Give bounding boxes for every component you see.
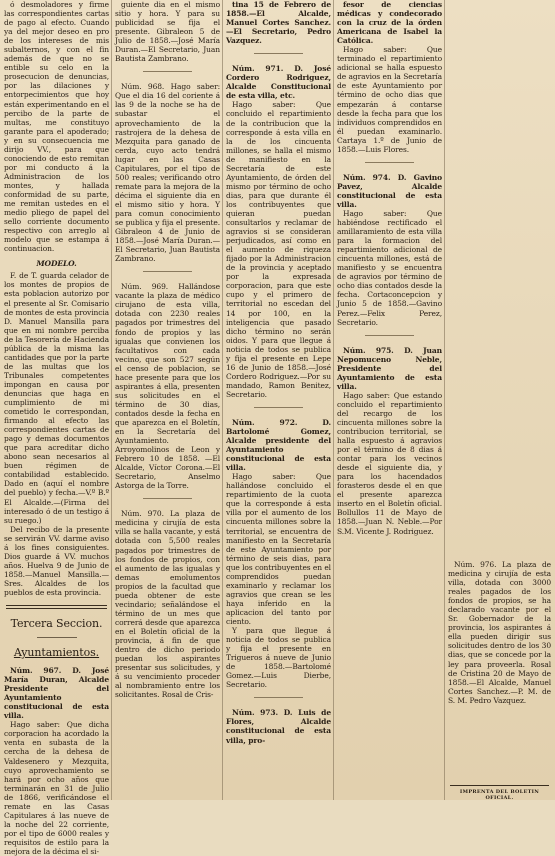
divider [365,335,414,340]
paragraph: Del recibo de la presente se servirán VV. darme aviso á los fines consiguientes. Dios guarde á VV. muchos años. Huelva 9 de Junio de 1858.—Manuel Mansilla.—Sres. Alcaldes de los pueblos de esta provincia. [4,524,109,597]
notice-969: Núm. 969. Hallándose vacante la plaza de médico cirujano de esta villa, dotada con 2230 reales pagados por trimestres del fondo de propios y las igualas que convienen los facultativos con cada vecino, que son 527 según el censo de poblacion, se hace presente para que los aspirantes á ella, presenten sus solicitudes en el término de 30 dias, contados desde la fecha en que aparezca en el Boletín, en la Secretaría del Ayuntamiento. Arroyomolinos de Leon y Febrero 10 de 1858. —El Alcalde, Víctor Corona.—El Secretario, Anselmo Astorga de la Torre. [115,282,220,491]
notice-967-heading: Núm. 967. D. José María Duran, Alcalde Presidente del Ayuntamiento constitucional de esta villa. [4,666,109,721]
notice-973-heading: Núm. 973. D. Luis de Flores, Alcalde constitucional de esta villa, pro- [226,708,331,745]
divider [37,637,77,638]
notice-972-body: Hago saber: Que hallándose concluido el repartimiento de la cuota que la corresponde á esta villa por el aumento de los cincuenta millones sobre la territorial, se encuentra de manifiesto en la Secretaría de este Ayuntamiento por término de seis dias, para que los contribuyentes en el comprendidos puedan examinarlo y reclamar los agravios que crean se les haya inferido en la aplicacion del tanto por ciento. [226,472,331,626]
printer-footer: IMPRENTA DEL BOLETIN OFICIAL. [459,789,540,801]
notice-976: Núm. 976. La plaza de medicina y cirujía de esta villa, dotada con 3000 reales pagados de los fondos de propios, se ha declarado vacante por el Sr. Gobernador de la provincia, los aspirantes á ella pueden dirigir sus solicitudes dentro de los 30 dias, que se concede por la ley para proveerla. Rosal de Cristina 20 de Mayo de 1858.—El Alcalde, Manuel Cortes Sanchez.—P. M. de S. M. Pedro Vazquez. [448,560,551,705]
notice-967-body: Hago saber: Que dicha corporacion ha acordado la venta en subasta de la cercha de la dehesa de Valdesenero y Mezquita, cuyo aprovechamiento se hará por ocho años que terminarán en 31 de Julio de 1866, verificándose el remate en las Casas Capitulares á las nueve de la noche del 22 corriente, por el tipo de 6000 reales y requisitos de estilo para la mejora de la décima el si- [4,720,109,856]
paragraph: F. de T. guarda celador de los montes de propios de esta poblacion autorizo por el presente al Sr. Comisario de montes de esta provincia D. Manuel Mansilla para que en mi nombre perciba de la Tesorería de Hacienda pública de la misma las cantidades que por la parte de las multas que los Tribunales competentes impongan en causa por denuncias que haga en cumplimiento de mi cometido le correspondan, firmando al efecto las correspondientes cartas de pago y demas documentos que para acreditar dicho abono sean necesarios al buen régimen de contabilidad establecido. Dado en (aquí el nombre del pueblo) y fecha.—V.º B.º El Alcalde.—(Firma del interesado ó de un testigo á su ruego.) [4,271,109,525]
section-title: Tercera Seccion. [10,617,103,631]
notice-974-heading: Núm. 974. D. Gavino Pavez, Alcalde constitucional de esta villa. [337,172,442,209]
section-divider [6,605,107,609]
column-rule [444,0,445,800]
column-rule [222,0,223,800]
notice-972-closing: Y para que llegue á noticia de todos se publica y fija el presente en Trigueros á nueve de Junio de 1858.—Bartolomé Gomez.—Luis Dierbe, Secretario. [226,626,331,690]
divider [365,162,414,167]
section-subtitle: Ayuntamientos. [13,646,100,660]
divider [143,71,192,76]
footer-rule [450,785,549,786]
divider [254,53,303,58]
divider [254,407,303,412]
column-rule [333,0,334,800]
notice-974-body: Hago saber: Que habiéndose rectificado el amillaramiento de esta villa para la formacion del repartimiento adicional de cincuenta millones, está de manifiesto y se encuentra de agravios por término de ocho dias contados desde la fecha. Cortaconcepcion y Junio 5 de 1858.—Gavino Perez.—Felix Perez, Secretario. [337,208,442,327]
divider [254,697,303,702]
notice-972-heading: Núm. 972. D. Bartolomé Gomez, Alcalde presidente del Ayuntamiento constitucional de esta villa. [226,417,331,473]
paragraph: tina 15 de Febrero de 1858.—El Alcalde, Manuel Cortes Sanchez.—El Secretario, Pedro Vazquez. [226,0,331,46]
column-rule [111,0,112,800]
notice-968: Núm. 968. Hago saber: Que el dia 16 del coriente á las 9 de la noche se ha de subastar el aprovechamiento de la rastrojera de la dehesa de Mezquita para ganado de cerda, cuyo acto tendrá lugar en las Casas Capitulares, por el tipo de 500 reales; verificando otro remate para la mejora de la décima el siguiente dia en el mismo sitio y hora. Y para comun conocimiento se publica y fija el presente. Gibraleon 4 de Junio de 1858.—José María Duran.—El Secretario, Juan Bautista Zambrano. [115,82,220,264]
notice-975-heading: Núm. 975. D. Juan Nepomuceno Neble, Presidente del Ayuntamiento de esta villa. [337,345,442,391]
notice-971-heading: Núm. 971. D. José Cordero Rodriguez, Alcalde Constitucional de esta villa, etc. [226,64,331,101]
notice-970: Núm. 970. La plaza de medicina y cirujía de esta villa se halla vacante, y está dotada con 5,500 reales pagados por trimestres de los fondos de propios, con el aumento de las igualas y demas emolumentos propios de la facultad que pueda obtener de este vecindario; señalándose el término de un mes que correrá desde que aparezca en el Boletín oficial de la provincia, á fin de que dentro de dicho periodo puedan los aspirantes presentar sus solicitudes, y á su vencimiento proceder al nombramiento entre los solicitantes. Rosal de Cris- [115,509,220,700]
modelo-heading: MODELO. [36,259,77,269]
column-5 [448,0,551,800]
notice-975-body: Hago saber: Que estando concluido el repartimiento del recargo de los cincuenta millones sobre la contribucion territorial, se halla espuesto á agravios por el término de 8 dias á contar para los vecinos desde el siguiente dia, y para los hacendados forasteros desde el en que el presente aparezca inserto en el Boletín oficial. Bollullos 11 de Mayo de 1858.—Juan N. Neble.—Por S.M. Vicente J. Rodriguez. [337,390,442,536]
column-4 [337,0,442,800]
column-3 [226,0,331,800]
paragraph: fesor de ciencias médicas y condecorado con la cruz de la órden Americana de Isabel la Católica. [337,0,442,46]
paragraph: ó desmoladores y firme las correspondientes cartas de pago al efecto. Cuando ya del mejor deseo en pro de los intereses de mis subalternos, y con el fin además de que no se entible su celo en la prosecucion de denuncias, por las dilaciones y entorpecimientos que hoy están experimentando en el percibo de la parte de multas, me constituyo garante para el apoderado; y en su consecuencia me dirijo VV., para que conociendo de esto remitan por mi conducto á la Administracion de los montes, y hallada conformidad de su parte, me remitan ustedes en el medio pliego de papel del sello corriente documento respectivo con arreglo al modelo que se estampa á continuacion. [4,0,109,254]
notice-971-body: Hago saber: Que concluido el repartimiento de la contribucion que la corresponde á esta villa en la de los cincuenta millones, se halla el mismo de manifiesto en la Secretaría de este Ayuntamiento, de órden del mismo por término de ocho dias, para que durante él los contribuyentes que quieran puedan consultarlos y reclamar de agravios si se consideran perjudicados, así como en el aumento de riqueza fijado por la Administracion de la provincia y aceptado por la expresada corporacion, para que este cupo y el primero de territorial no escedan del 14 por 100, en la inteligencia que pasado dicho término no serán oidos. Y para que llegue á noticia de todos se publica y fija el presente en Lepe 16 de Junio de 1858.—José Cordero Rodriguez.—Por su mandado, Ramon Benitez, Secretario. [226,100,331,399]
divider [143,271,192,276]
divider [143,498,192,503]
column-2 [115,0,220,800]
column-1 [4,0,109,856]
paragraph: guiente dia en el mismo sitio y hora. Y para su publicidad se fija el presente. Gibraleon 5 de Julio de 1858.—José María Duran.—El Secretario, Juan Bautista Zambrano. [115,0,220,64]
paragraph: Hago saber: Que terminado el repartimiento adicional se halla espuesto de agravios en la Secretaría de este Ayuntamiento por término de ocho dias que empezarán á contarse desde la fecha para que los individuos comprendidos en él puedan examinarlo. Cartaya 1.º de Junio de 1858.—Luis Flores. [337,45,442,154]
